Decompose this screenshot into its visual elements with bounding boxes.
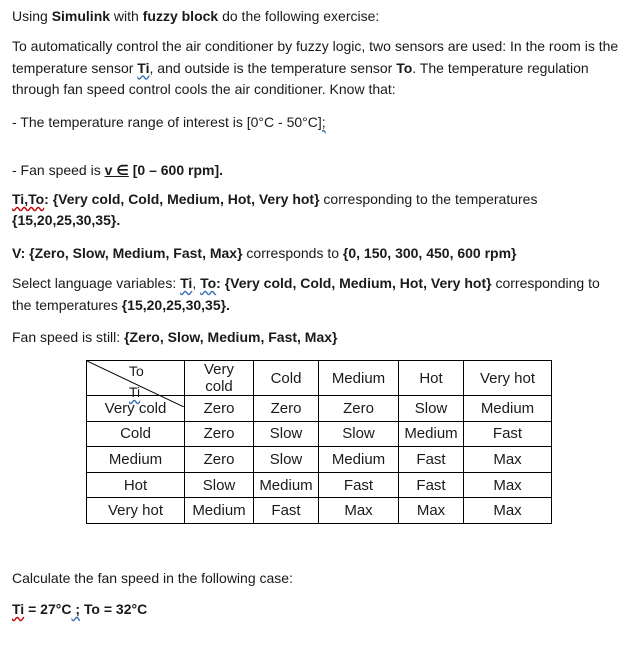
table-cell: Zero <box>254 396 319 422</box>
table-cell: Medium <box>319 447 399 473</box>
linguistic-set: {Very cold, Cold, Medium, Hot, Very hot} <box>224 275 492 291</box>
temp-range-text: - The temperature range of interest is [0°C - 50°C <box>12 114 318 130</box>
table-row <box>87 472 552 498</box>
column-header: Very cold <box>185 361 254 396</box>
to-term: To <box>396 59 413 76</box>
paragraph-text: . The temperature regulation through fan speed control cools the air conditioner. Know that: <box>12 59 589 97</box>
temp-range-line <box>12 112 326 134</box>
row-header: Very cold <box>87 396 185 422</box>
select-text: corresponding to <box>491 275 600 291</box>
fan-range-value: [0 – 600 rpm]. <box>128 162 223 178</box>
fuzzy-rule-table <box>86 360 552 524</box>
ti-to-temps-line <box>12 210 120 232</box>
calc-line <box>12 568 293 590</box>
table-cell: Max <box>319 498 399 524</box>
fan-still-text: Fan speed is still: <box>12 329 125 345</box>
ti-term: Ti <box>180 275 193 291</box>
ti-to-label: Ti,To <box>12 191 45 207</box>
table-cell: Medium <box>464 396 552 422</box>
paragraph-text: , and outside is the temperature sensor <box>149 59 397 76</box>
ti-term: Ti <box>137 59 150 76</box>
table-cell: Zero <box>319 396 399 422</box>
corner-cell <box>87 361 185 400</box>
problem-paragraph <box>12 36 632 101</box>
case-line <box>12 599 147 621</box>
table-cell: Slow <box>254 421 319 447</box>
intro-text: do the following exercise: <box>218 8 380 24</box>
table-cell: Medium <box>254 472 319 498</box>
row-header: Very hot <box>87 498 185 524</box>
table-cell: Fast <box>399 447 464 473</box>
paragraph-text: To automatically control the air conditioner by fuzzy logic, two sensors are used: In the room is the temperature sensor <box>12 38 619 76</box>
case-ti: Ti <box>12 601 25 617</box>
table-cell: Medium <box>399 421 464 447</box>
table-cell: Max <box>464 498 552 524</box>
temps-set: {15,20,25,30,35}. <box>12 212 121 228</box>
calc-text: Calculate the fan speed in the following case: <box>12 570 293 586</box>
table-cell: Slow <box>254 447 319 473</box>
table-row <box>87 447 552 473</box>
table-cell: Fast <box>464 421 552 447</box>
linguistic-set: {Very cold, Cold, Medium, Hot, Very hot} <box>52 191 320 207</box>
row-header: Medium <box>87 447 185 473</box>
select-text: Select language variables: <box>12 275 181 291</box>
v-line <box>12 243 517 265</box>
colon: : <box>44 191 53 207</box>
row-header: Hot <box>87 472 185 498</box>
fan-var: v ∈ <box>104 162 129 178</box>
temp-range-end: ]; <box>317 114 326 130</box>
table-cell: Slow <box>185 472 254 498</box>
ti-to-line <box>12 189 537 211</box>
v-set: V: {Zero, Slow, Medium, Fast, Max} <box>12 245 243 261</box>
comma: , <box>192 275 201 291</box>
case-to-value: To = 32°C <box>80 601 148 617</box>
colon: : <box>216 275 225 291</box>
intro-line <box>12 6 379 28</box>
to-term: To <box>200 275 217 291</box>
corner-to-label: To <box>129 363 144 379</box>
v-text: corresponds to <box>242 245 343 261</box>
table-cell: Max <box>464 447 552 473</box>
table-cell: Zero <box>185 421 254 447</box>
fan-set: {Zero, Slow, Medium, Fast, Max} <box>124 329 338 345</box>
select-line <box>12 273 600 295</box>
table-cell: Slow <box>319 421 399 447</box>
fan-range-text: - Fan speed is <box>12 162 105 178</box>
table-cell: Medium <box>185 498 254 524</box>
table-cell: Zero <box>185 447 254 473</box>
select-line-2 <box>12 295 230 317</box>
ti-to-text: corresponding to the temperatures <box>319 191 538 207</box>
column-header: Hot <box>399 361 464 396</box>
column-header: Very hot <box>464 361 552 396</box>
table-cell: Max <box>399 498 464 524</box>
fan-still-line <box>12 327 337 349</box>
fan-range-line <box>12 160 223 182</box>
row-header: Cold <box>87 421 185 447</box>
intro-text: Using <box>12 8 52 24</box>
table-cell: Slow <box>399 396 464 422</box>
v-values: {0, 150, 300, 450, 600 rpm} <box>342 245 517 261</box>
table-cell: Fast <box>254 498 319 524</box>
column-header: Medium <box>319 361 399 396</box>
table-row <box>87 498 552 524</box>
select-text: the temperatures <box>12 297 122 313</box>
column-header: Cold <box>254 361 319 396</box>
temps-set: {15,20,25,30,35}. <box>121 297 230 313</box>
table-header-row <box>87 361 552 396</box>
intro-text: with <box>110 8 143 24</box>
case-separator: ; <box>71 601 81 617</box>
fuzzy-block-term: fuzzy block <box>142 8 219 24</box>
corner-ti-label: Ti <box>129 384 141 400</box>
table-cell: Zero <box>185 396 254 422</box>
table-cell: Fast <box>319 472 399 498</box>
case-ti-value: = 27°C <box>24 601 72 617</box>
table-row <box>87 421 552 447</box>
simulink-term: Simulink <box>51 8 111 24</box>
table-cell: Max <box>464 472 552 498</box>
table-cell: Fast <box>399 472 464 498</box>
